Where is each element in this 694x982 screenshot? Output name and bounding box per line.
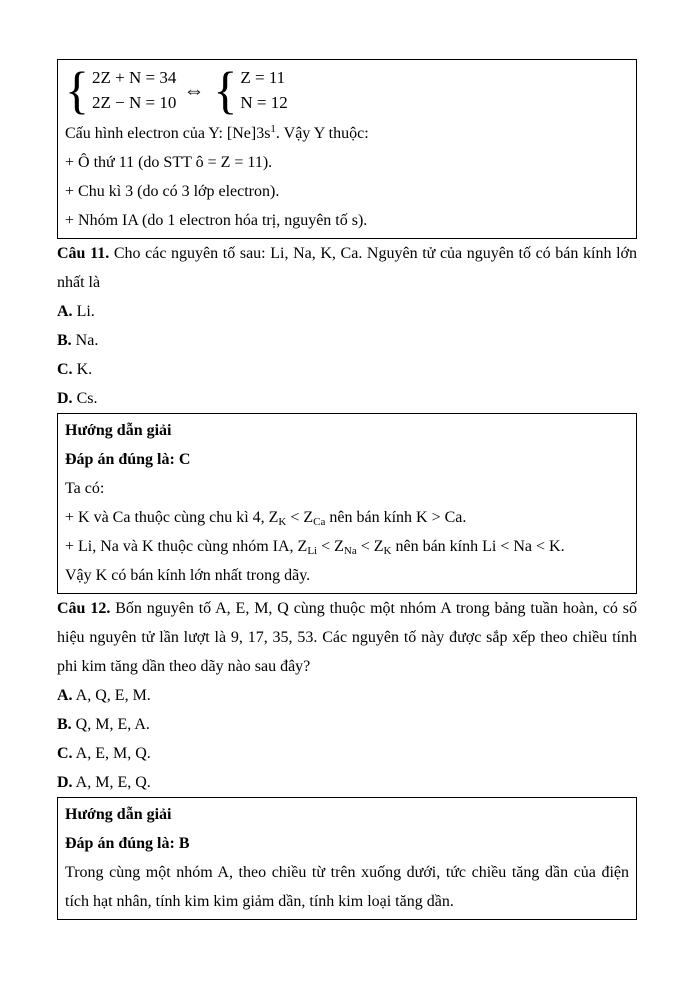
answer-line: Đáp án đúng là: B xyxy=(65,835,190,852)
text-segment: < Z xyxy=(317,538,344,555)
option-text: Na. xyxy=(71,332,99,349)
question-11-option-a xyxy=(57,297,637,326)
question-11-text: Cho các nguyên tố sau: Li, Na, K, Ca. Nguyên tử của nguyên tố có bán kính lớn nhất là xyxy=(57,245,638,291)
option-text: A, E, M, Q. xyxy=(72,745,151,762)
solution-conclusion: Vậy K có bán kính lớn nhất trong dãy. xyxy=(65,567,311,584)
equivalence-arrow: ⇔ xyxy=(183,77,205,102)
equation-system xyxy=(65,62,629,119)
question-11-option-b xyxy=(57,326,637,355)
question-12-option-a xyxy=(57,681,637,710)
left-system-equations xyxy=(92,65,176,115)
option-letter: D. xyxy=(57,390,73,407)
solution-box-q11 xyxy=(57,413,637,594)
question-12-label: Câu 12. xyxy=(57,600,111,617)
question-12-text: Bốn nguyên tố A, E, M, Q cùng thuộc một nhóm A trong bảng tuần hoàn, có số hiệu nguyên tử lần lượt là 9, 17, 35, 53. Các nguyên tố này được sắp xếp theo chiều tính phi kim tăng dần theo dãy nào sau đây? xyxy=(57,600,638,675)
question-11-label: Câu 11. xyxy=(57,245,110,262)
option-letter: D. xyxy=(57,774,73,791)
solution-line-k-ca xyxy=(65,503,629,532)
answer-line: Đáp án đúng là: C xyxy=(65,451,191,468)
question-12-option-b xyxy=(57,710,637,739)
bullet-line: + Chu kì 3 (do có 3 lớp electron). xyxy=(65,183,280,200)
text-segment: nên bán kính Li < Na < K. xyxy=(391,538,565,555)
superscript-exponent: 1 xyxy=(270,123,276,135)
solution-intro: Ta có: xyxy=(65,480,105,497)
bullet-line: + Nhóm IA (do 1 electron hóa trị, nguyên tố s). xyxy=(65,212,368,229)
solution-line-li-na-k xyxy=(65,532,629,561)
option-letter: C. xyxy=(57,745,73,762)
subscript: K xyxy=(278,516,287,528)
equation-line: 2Z − N = 10 xyxy=(92,93,177,112)
option-letter: B. xyxy=(57,716,72,733)
question-11-option-c xyxy=(57,355,637,384)
option-letter: C. xyxy=(57,361,73,378)
option-text: Li. xyxy=(72,303,95,320)
config-text: . Vậy Y thuộc: xyxy=(275,125,369,142)
text-segment: < Z xyxy=(286,509,314,526)
subscript: Li xyxy=(307,545,318,557)
config-text: Cấu hình electron của Y: [Ne]3s xyxy=(65,125,271,142)
bullet-line: + Ô thứ 11 (do STT ô = Z = 11). xyxy=(65,154,273,171)
text-segment: + Li, Na và K thuộc cùng nhóm IA, Z xyxy=(65,538,308,555)
subscript: K xyxy=(383,545,392,557)
equation-line: N = 12 xyxy=(240,93,288,112)
solution-body: Trong cùng một nhóm A, theo chiều từ trên xuống dưới, tức chiều tăng dần của điện tích hạt nhân, tính kim kim giảm dần, tính kim loại tăng dần. xyxy=(65,864,629,910)
solution-box-q10 xyxy=(57,59,637,239)
question-12-option-d xyxy=(57,768,637,797)
equation-line: 2Z + N = 34 xyxy=(92,68,177,87)
option-text: K. xyxy=(72,361,93,378)
left-system-brace: { xyxy=(65,60,89,120)
text-segment: < Z xyxy=(356,538,384,555)
option-text: A, M, E, Q. xyxy=(72,774,151,791)
text-segment: + K và Ca thuộc cùng chu kì 4, Z xyxy=(65,509,279,526)
solution-heading: Hướng dẫn giải xyxy=(65,422,172,439)
option-letter: B. xyxy=(57,332,72,349)
option-text: Cs. xyxy=(72,390,98,407)
subscript: Na xyxy=(343,545,357,557)
right-system-equations xyxy=(240,65,287,115)
question-11 xyxy=(57,239,637,297)
right-system-brace: { xyxy=(213,60,238,120)
solution-heading: Hướng dẫn giải xyxy=(65,806,172,823)
option-letter: A. xyxy=(57,687,73,704)
option-letter: A. xyxy=(57,303,73,320)
option-text: A, Q, E, M. xyxy=(72,687,151,704)
question-11-option-d xyxy=(57,384,637,413)
text-segment: nên bán kính K > Ca. xyxy=(325,509,467,526)
question-12-option-c xyxy=(57,739,637,768)
equation-line: Z = 11 xyxy=(240,68,286,87)
solution-box-q12 xyxy=(57,797,637,920)
subscript: Ca xyxy=(313,516,326,528)
electron-config-line xyxy=(65,119,629,148)
question-12 xyxy=(57,594,637,681)
option-text: Q, M, E, A. xyxy=(71,716,150,733)
